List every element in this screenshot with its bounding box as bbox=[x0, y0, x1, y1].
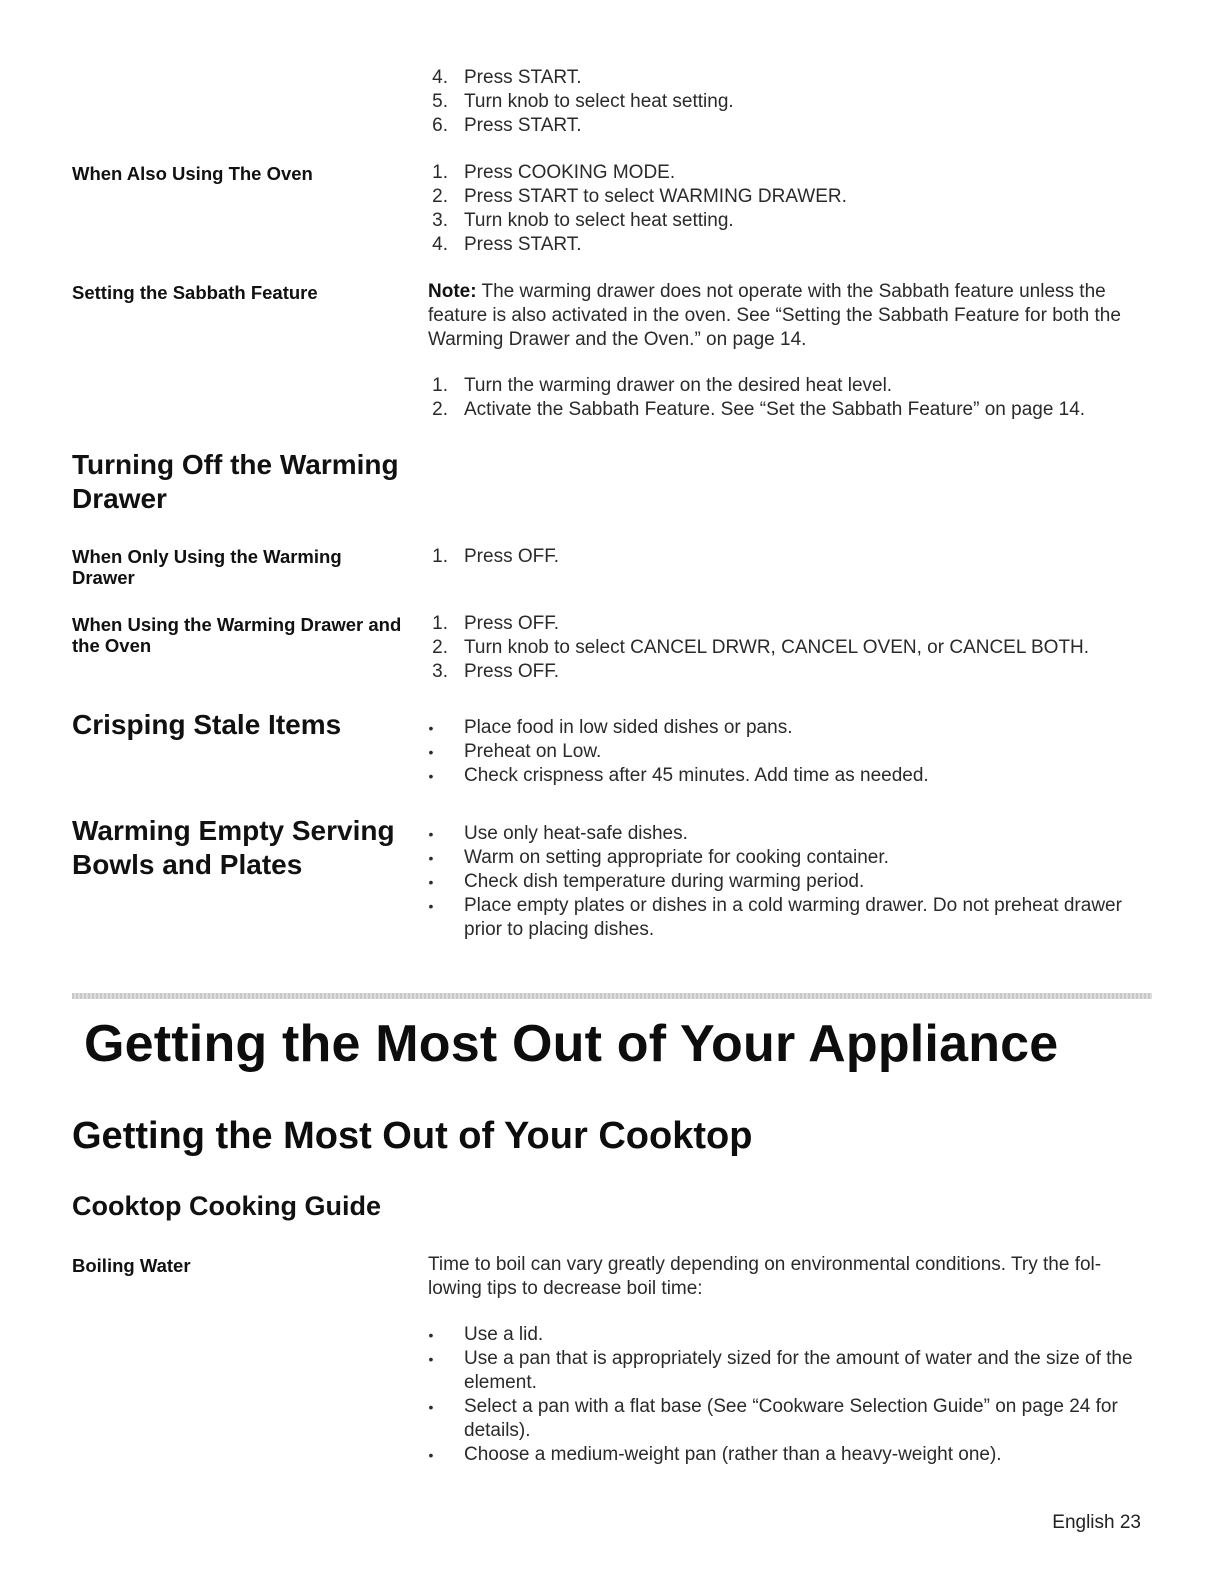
list-item: 2. Press START to select WARMING DRAWER. bbox=[432, 186, 847, 207]
list-item: • Place food in low sided dishes or pans. bbox=[428, 717, 793, 738]
list-item: 1. Press OFF. bbox=[432, 613, 560, 634]
list-item: • Use a pan that is appropriately sized for the amount of water and the size of the element. bbox=[428, 1348, 1133, 1393]
main-title: Getting the Most Out of Your Appliance bbox=[84, 1015, 1059, 1073]
oven-section-heading: When Also Using The Oven bbox=[72, 163, 313, 184]
only-drawer-heading: When Only Using the Warming Drawer bbox=[72, 546, 342, 588]
list-item: 1. Turn the warming drawer on the desired heat level. bbox=[432, 375, 893, 396]
section-divider bbox=[72, 993, 1152, 999]
list-item: 2. Turn knob to select CANCEL DRWR, CANCEL OVEN, or CANCEL BOTH. bbox=[432, 637, 1090, 658]
crisping-bullet-list bbox=[428, 716, 1148, 788]
list-item: 5. Turn knob to select heat setting. bbox=[432, 91, 734, 112]
sub-title: Getting the Most Out of Your Cooktop bbox=[72, 1115, 753, 1157]
boiling-water-heading: Boiling Water bbox=[72, 1255, 191, 1276]
page-footer: English 23 bbox=[1052, 1512, 1141, 1533]
list-item: 1. Press COOKING MODE. bbox=[432, 162, 676, 183]
drawer-and-oven-heading: When Using the Warming Drawer and the Oven bbox=[72, 614, 402, 656]
list-item: 4. Press START. bbox=[432, 67, 582, 88]
list-item: • Use only heat-safe dishes. bbox=[428, 823, 688, 844]
drawer-and-oven-steps-list bbox=[428, 612, 1148, 684]
sabbath-note: Note: The warming drawer does not operate with the Sabbath feature unless the feature is also activated in the oven. See “Setting the Sabbath Feature for both the Warming Drawer and the Oven.” on page 14. bbox=[428, 281, 1121, 350]
sabbath-steps-list bbox=[428, 374, 1148, 422]
boiling-bullet-list bbox=[428, 1323, 1144, 1467]
oven-steps-list bbox=[428, 161, 1148, 257]
only-drawer-steps-list bbox=[428, 545, 1148, 569]
continued-steps-list bbox=[428, 66, 1148, 138]
note-label: Note: bbox=[428, 281, 477, 302]
crisping-heading: Crisping Stale Items bbox=[72, 709, 342, 740]
list-item: • Place empty plates or dishes in a cold warming drawer. Do not preheat drawer prior to placing dishes. bbox=[428, 895, 1122, 940]
list-item: • Warm on setting appropriate for cooking container. bbox=[428, 847, 889, 868]
list-item: 3. Press OFF. bbox=[432, 661, 560, 682]
warming-bowls-bullet-list bbox=[428, 822, 1128, 942]
list-item: 3. Turn knob to select heat setting. bbox=[432, 210, 734, 231]
guide-title: Cooktop Cooking Guide bbox=[72, 1191, 381, 1221]
list-item: 6. Press START. bbox=[432, 115, 582, 136]
list-item: • Check crispness after 45 minutes. Add time as needed. bbox=[428, 765, 929, 786]
list-item: • Preheat on Low. bbox=[428, 741, 602, 762]
sabbath-section-heading: Setting the Sabbath Feature bbox=[72, 282, 318, 303]
boiling-intro: Time to boil can vary greatly depending on environmental conditions. Try the fol-lowing tips to decrease boil time: bbox=[428, 1254, 1102, 1299]
list-item: 2. Activate the Sabbath Feature. See “Set the Sabbath Feature” on page 14. bbox=[432, 399, 1086, 420]
turning-off-heading: Turning Off the Warming Drawer bbox=[72, 449, 399, 514]
list-item: 4. Press START. bbox=[432, 234, 582, 255]
list-item: • Use a lid. bbox=[428, 1324, 544, 1345]
list-item: 1. Press OFF. bbox=[432, 546, 560, 567]
list-item: • Check dish temperature during warming period. bbox=[428, 871, 865, 892]
list-item: • Select a pan with a flat base (See “Cookware Selection Guide” on page 24 for details). bbox=[428, 1396, 1118, 1441]
warming-bowls-heading: Warming Empty Serving Bowls and Plates bbox=[72, 815, 395, 880]
list-item: • Choose a medium-weight pan (rather than a heavy-weight one). bbox=[428, 1444, 1002, 1465]
